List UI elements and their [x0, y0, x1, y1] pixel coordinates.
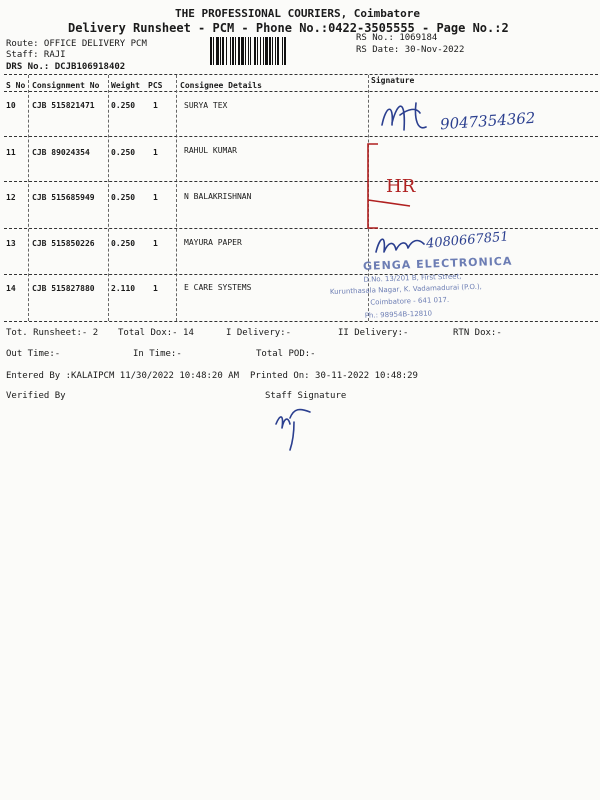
- handwritten-signature-row-13: [372, 230, 428, 260]
- i-delivery: I Delivery:-: [226, 328, 292, 338]
- barcode-bar: [232, 37, 234, 65]
- row-pcs: 1: [153, 284, 158, 293]
- rtn-dox: RTN Dox:-: [453, 328, 502, 338]
- staff-signature-scribble: [270, 404, 340, 454]
- row-sno: 13: [6, 239, 16, 248]
- barcode-bar: [282, 37, 283, 65]
- row-consignment: CJB 515821471: [32, 101, 95, 110]
- barcode-bar: [254, 37, 256, 65]
- barcode-bar: [265, 37, 268, 65]
- row-pcs: 1: [153, 239, 158, 248]
- route-label: Route: OFFICE DELIVERY PCM: [6, 39, 147, 49]
- barcode-bar: [248, 37, 249, 65]
- total-pod: Total POD:-: [256, 349, 316, 359]
- row-sno: 10: [6, 101, 16, 110]
- in-time: In Time:-: [133, 349, 182, 359]
- staff-label: Staff: RAJI: [6, 50, 66, 60]
- col-sno: S No: [6, 81, 26, 90]
- barcode-bar: [213, 37, 214, 65]
- barcode-bar: [277, 37, 279, 65]
- row-consignment: CJB 515685949: [32, 193, 95, 202]
- rs-number: RS No.: 1069184: [356, 33, 438, 43]
- barcode-bar: [230, 37, 231, 65]
- handwritten-phone-1: 9047354362: [439, 108, 536, 134]
- col-weight: Weight: [111, 81, 140, 90]
- row-weight: 0.250: [111, 148, 136, 157]
- stamp-line-2: Kurunthasala Nagar, K. Vadamadurai (P.O.),: [329, 282, 482, 297]
- barcode-bar: [272, 37, 273, 65]
- entered-by: Entered By :KALAIPCM 11/30/2022 10:48:20 AM: [6, 371, 239, 381]
- printed-on: Printed On: 30-11-2022 10:48:29: [250, 371, 418, 381]
- barcode-bar: [210, 37, 212, 65]
- row-sno: 11: [6, 148, 16, 157]
- barcode-bar: [260, 37, 261, 65]
- row-consignee: MAYURA PAPER: [184, 238, 242, 247]
- barcode-bar: [216, 37, 219, 65]
- barcode: [210, 37, 352, 65]
- stamp-name: GENGA ELECTRONICA: [362, 254, 513, 273]
- stamp-line-1: D.No. 13/201 B, First Street,: [363, 272, 462, 284]
- runsheet-title: Delivery Runsheet - PCM - Phone No.:0422-3505555 - Page No.:2: [68, 21, 509, 35]
- col-consignment: Consignment No: [32, 81, 100, 90]
- row-consignee: SURYA TEX: [184, 101, 228, 110]
- row-pcs: 1: [153, 101, 158, 110]
- barcode-bar: [257, 37, 258, 65]
- company-stamp: [329, 254, 513, 331]
- col-signature: Signature: [371, 76, 415, 85]
- row-sno: 14: [6, 284, 16, 293]
- stamp-line-3: Coimbatore - 641 017.: [370, 295, 450, 307]
- ii-delivery: II Delivery:-: [338, 328, 409, 338]
- row-consignment: CJB 89024354: [32, 148, 90, 157]
- verified-by: Verified By: [6, 391, 66, 401]
- out-time: Out Time:-: [6, 349, 61, 359]
- barcode-bar: [263, 37, 264, 65]
- row-weight: 0.250: [111, 239, 136, 248]
- row-consignee: RAHUL KUMAR: [184, 146, 237, 155]
- row-weight: 2.110: [111, 284, 136, 293]
- barcode-bar: [226, 37, 227, 65]
- col-consignee: Consignee Details: [180, 81, 262, 90]
- barcode-bar: [250, 37, 251, 65]
- row-weight: 0.250: [111, 193, 136, 202]
- company-title: THE PROFESSIONAL COURIERS, Coimbatore: [175, 7, 421, 20]
- barcode-bar: [284, 37, 286, 65]
- barcode-bar: [275, 37, 276, 65]
- row-weight: 0.250: [111, 101, 136, 110]
- col-pcs: PCS: [148, 81, 163, 90]
- barcode-bar: [235, 37, 236, 65]
- row-consignment: CJB 515850226: [32, 239, 95, 248]
- row-pcs: 1: [153, 193, 158, 202]
- barcode-bar: [245, 37, 246, 65]
- barcode-bar: [220, 37, 221, 65]
- row-sno: 12: [6, 193, 16, 202]
- drs-number: DRS No.: DCJB106918402: [6, 62, 126, 72]
- staff-signature-label: Staff Signature: [265, 391, 347, 401]
- total-dox: Total Dox:- 14: [118, 328, 194, 338]
- row-consignment: CJB 515827880: [32, 284, 95, 293]
- rs-date: RS Date: 30-Nov-2022: [356, 45, 465, 55]
- handwritten-hr: HR: [386, 176, 416, 197]
- row-consignee: E CARE SYSTEMS: [184, 283, 252, 292]
- row-consignee: N BALAKRISHNAN: [184, 192, 252, 201]
- handwritten-signature-row-10: [376, 95, 436, 140]
- barcode-bar: [241, 37, 244, 65]
- barcode-bar: [238, 37, 240, 65]
- tot-runsheet: Tot. Runsheet:- 2: [6, 328, 99, 338]
- stamp-line-4: Ph.: 98954B-12810: [364, 309, 433, 320]
- barcode-bar: [269, 37, 271, 65]
- handwritten-phone-2: 4080667851: [425, 229, 510, 252]
- row-pcs: 1: [153, 148, 158, 157]
- barcode-bar: [222, 37, 224, 65]
